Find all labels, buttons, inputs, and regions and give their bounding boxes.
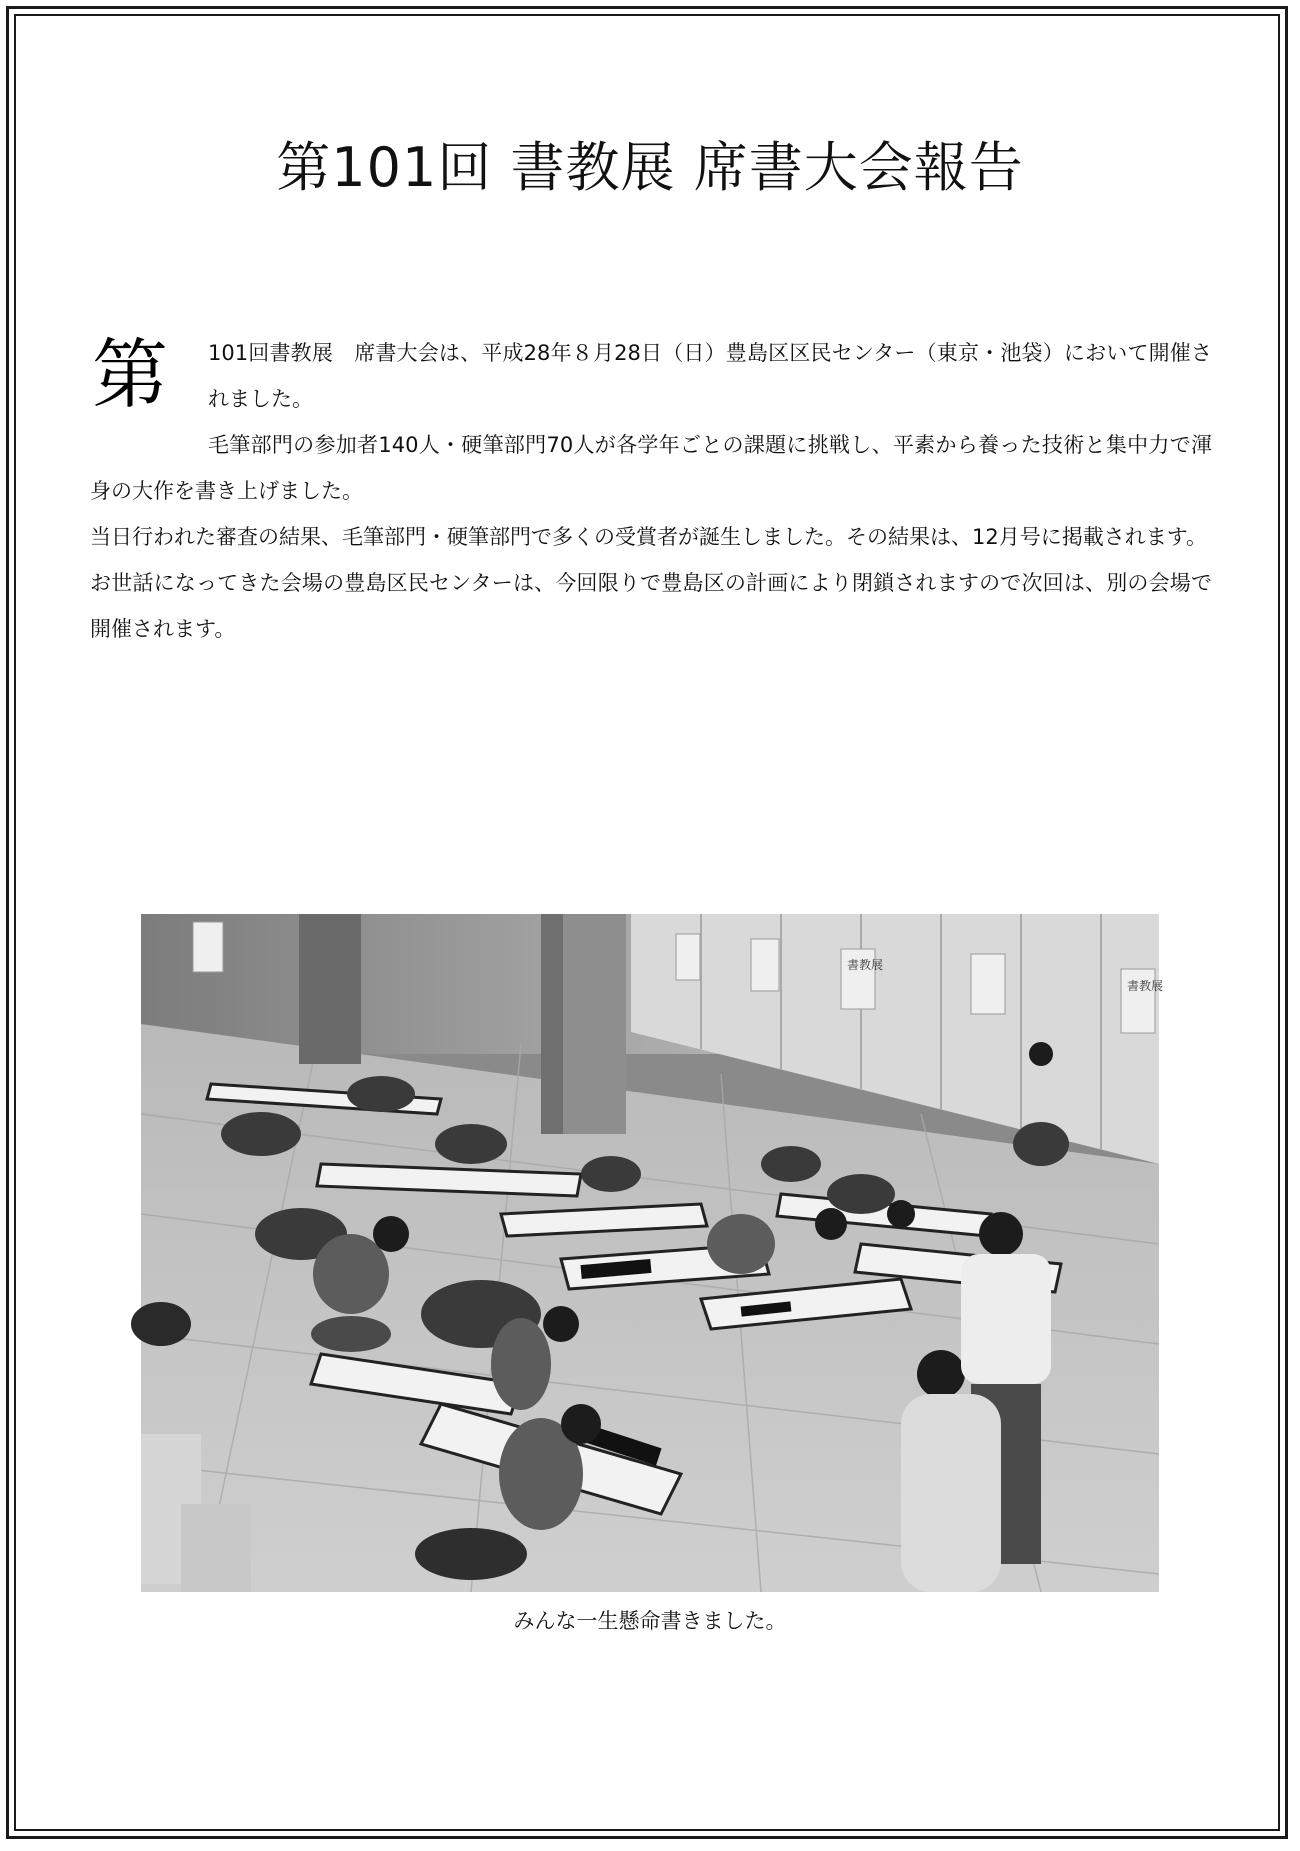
report-paragraph-4: お世話になってきた会場の豊島区民センターは、今回限りで豊島区の計画により閉鎖されますので次回は、別の会場で開催されます。 (90, 571, 1212, 641)
poster-label: 書教展 (847, 958, 884, 972)
event-photo (141, 914, 1164, 1592)
paragraph-1-text: 101回書教展 席書大会は、平成28年８月28日（日）豊島区区民センター（東京・池袋）において開催されました。 (208, 341, 1212, 411)
report-paragraph-1 (90, 330, 1212, 422)
report-paragraph-2: 毛筆部門の参加者140人・硬筆部門70人が各学年ごとの課題に挑戦し、平素から養った技術と集中力で渾身の大作を書き上げました。 (90, 433, 1212, 503)
drop-cap: 第 (92, 330, 168, 419)
report-body (90, 330, 1212, 652)
report-paragraph-3: 当日行われた審査の結果、毛筆部門・硬筆部門で多くの受賞者が誕生しました。その結果は、12月号に掲載されます。 (90, 525, 1208, 549)
poster-label-2: 書教展 (1127, 979, 1164, 993)
photo-caption: みんな一生懸命書きました。 (513, 1609, 787, 1633)
report-title: 第101回 書教展 席書大会報告 (276, 136, 1024, 199)
